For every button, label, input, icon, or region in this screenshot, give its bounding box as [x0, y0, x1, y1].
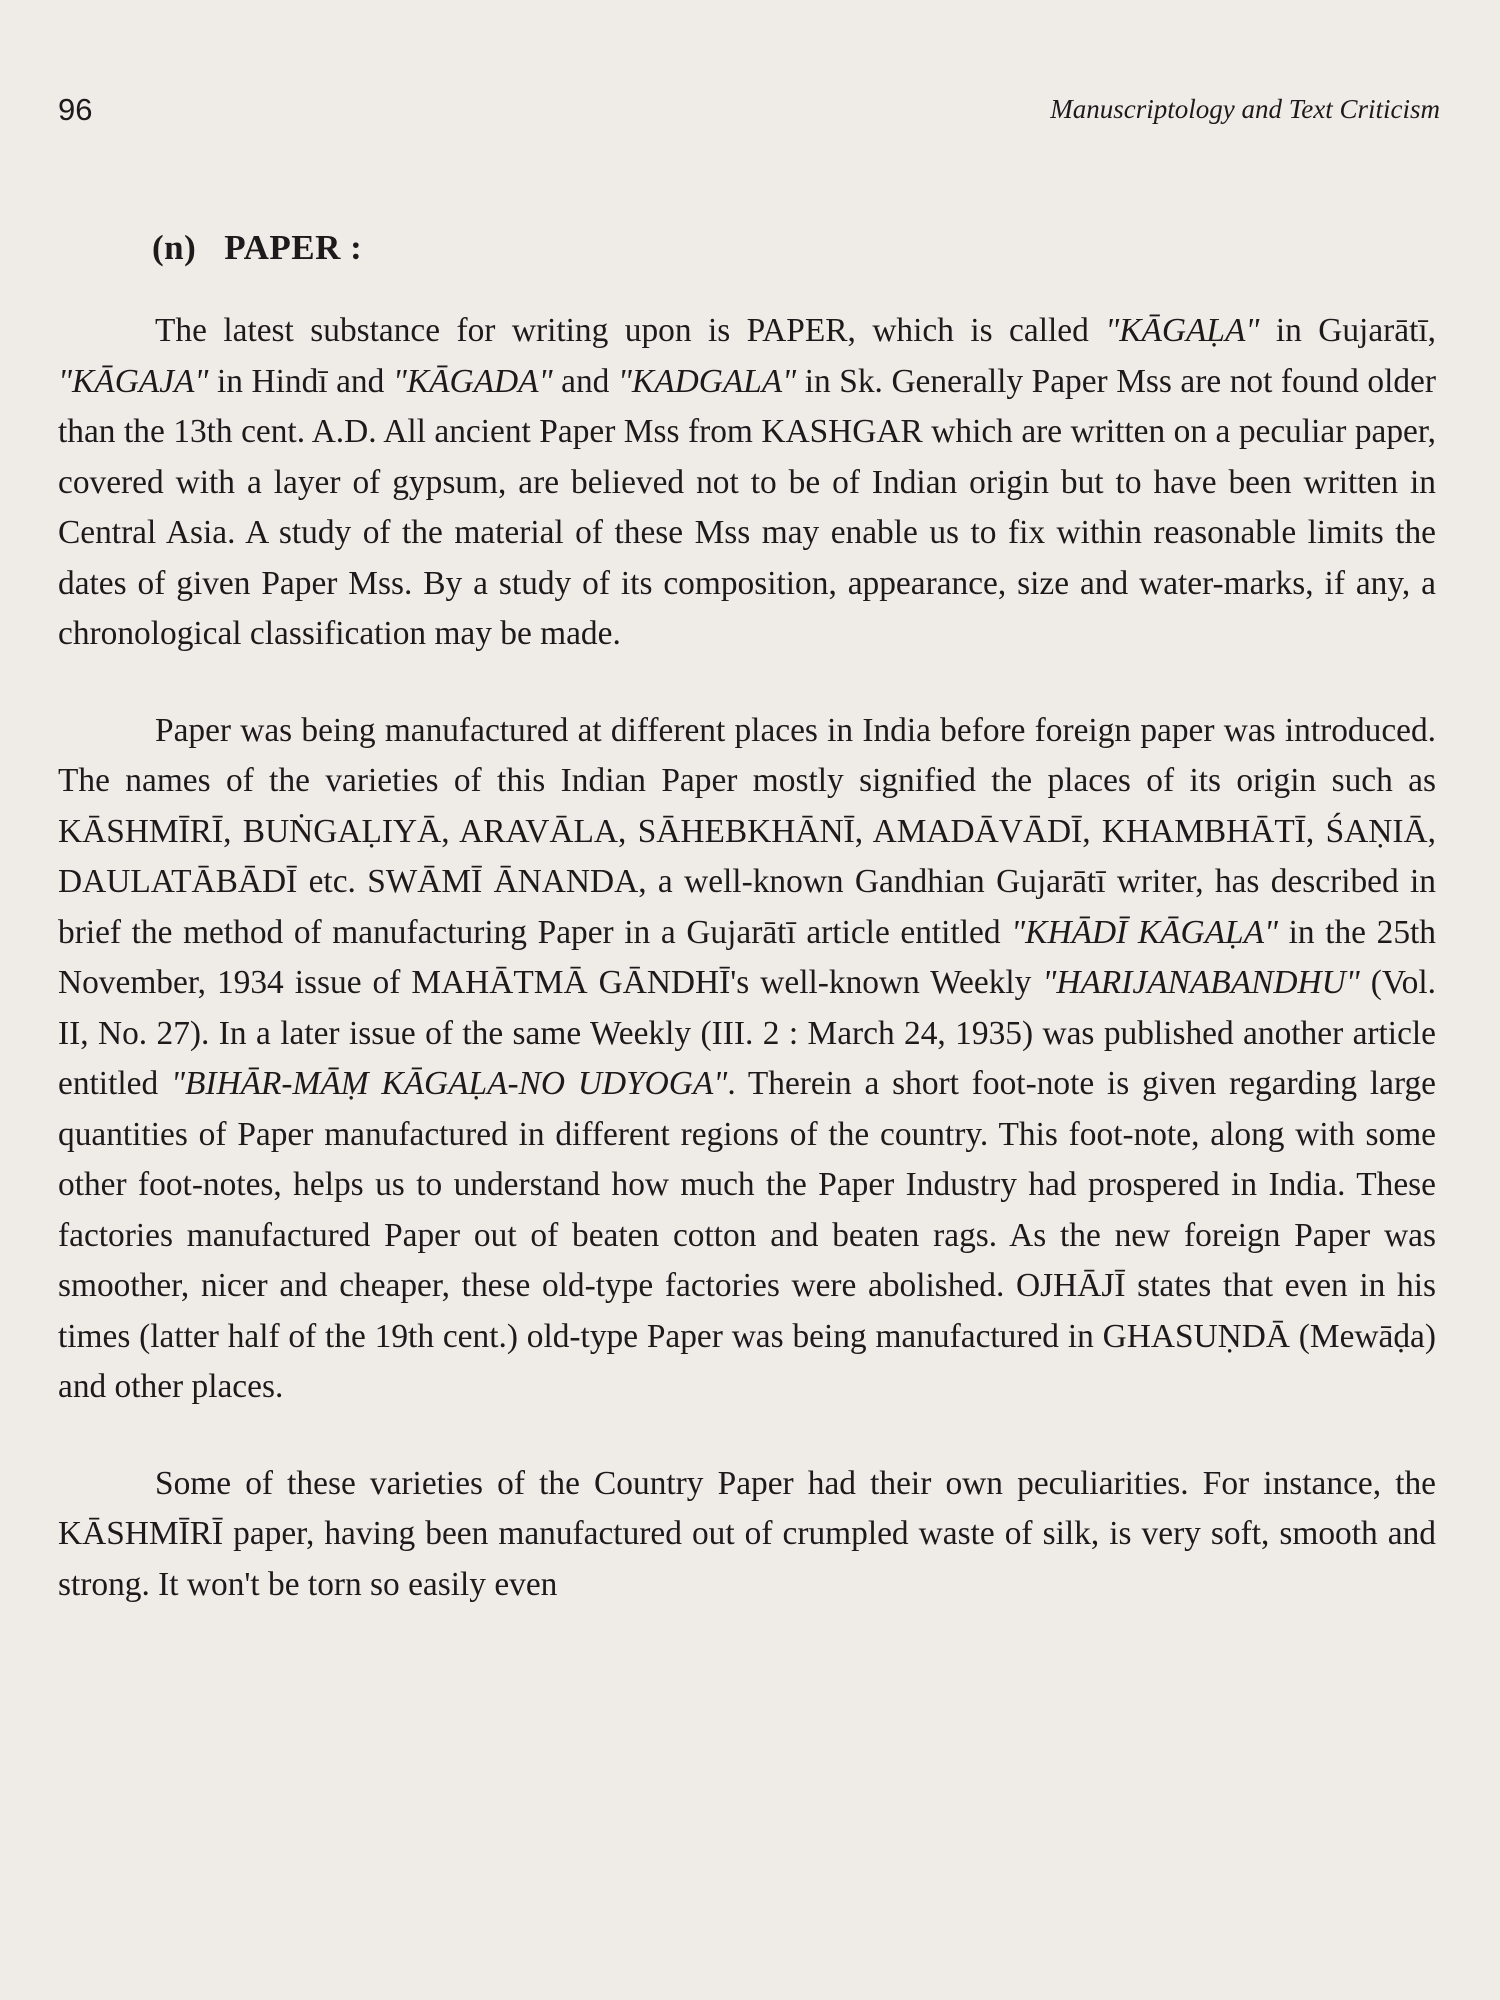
italic-term: "KĀGAḶA"	[1105, 312, 1260, 349]
text-run: in Gujarātī,	[1259, 312, 1436, 349]
italic-term: "KHĀDĪ KĀGAḶA"	[1011, 913, 1278, 951]
paragraph-1	[58, 306, 1436, 660]
body-text	[58, 306, 1436, 1656]
text-run: and	[552, 362, 618, 400]
section-heading	[152, 228, 362, 268]
italic-term: "HARIJANABANDHU"	[1042, 964, 1360, 1001]
section-title: PAPER :	[224, 228, 363, 267]
running-head: Manuscriptology and Text Criticism	[1050, 94, 1440, 124]
text-run: The latest substance for writing upon is PAPER, which is called	[155, 312, 1106, 349]
section-label: (n)	[152, 228, 197, 267]
italic-term: "BIHĀR-MĀṂ KĀGAḶA-NO UDYOGA"	[170, 1065, 728, 1102]
italic-term: "KĀGADA"	[392, 362, 553, 400]
text-run: Paper was being manufactured at different places in India before foreign paper was introduced. The names of the varieties of this Indian Paper mostly signified the places of its origin such as KĀSHMĪRĪ, BUṄGAḶIYĀ, ARAVĀLA, SĀHEBKHĀNĪ, AMADĀVĀDĪ, KHAMBHĀTĪ, ŚAṆIĀ, DAULATĀBĀDĪ etc. SWĀMĪ ĀNANDA, a well-known Gandhian Gujarātī writer, has described in brief the method of manufacturing Paper in a Gujarātī article entitled	[58, 711, 1436, 951]
text-run: in Sk. Generally Paper Mss are not found older than the 13th cent. A.D. All ancient Paper Mss from KASHGAR which are written on a peculiar paper, covered with a layer of gypsum, are believed not to be of Indian origin but to have been written in Central Asia. A study of the material of these Mss may enable us to fix within reasonable limits the dates of given Paper Mss. By a study of its composition, appearance, size and water-marks, if any, a chronological classification may be made.	[58, 362, 1436, 652]
page-header	[58, 92, 1440, 132]
text-run: (Vol. II, No. 27). In a later issue of the same Weekly (III. 2 : March 24, 1935) was published another article entitled	[58, 964, 1436, 1102]
italic-term: "KADGALA"	[617, 362, 797, 400]
paragraph-2	[58, 706, 1436, 1413]
text-run: . Therein a short foot-note is given regarding large quantities of Paper manufactured in different regions of the country. This foot-note, along with some other foot-notes, helps us to understand how much the Paper Industry had prospered in India. These factories manufactured Paper out of beaten cotton and beaten rags. As the new foreign Paper was smoother, nicer and cheaper, these old-type factories were abolished. OJHĀJĪ states that even in his times (latter half of the 19th cent.) old-type Paper was being manufactured in GHASUṆDĀ (Mewāḍa) and other places.	[58, 1065, 1436, 1405]
italic-term: "KĀGAJA"	[58, 362, 209, 400]
text-run: in Hindī and	[208, 362, 393, 400]
text-run: Some of these varieties of the Country Paper had their own peculiarities. For instance, the KĀSHMĪRĪ paper, having been manufactured out of crumpled waste of silk, is very soft, smooth and strong. It won't be torn so easily even	[58, 1464, 1436, 1603]
text-run: in the 25th November, 1934 issue of MAHĀTMĀ GĀNDHĪ's well-known Weekly	[58, 913, 1436, 1001]
paragraph-3	[58, 1459, 1436, 1611]
page-number: 96	[58, 92, 93, 127]
